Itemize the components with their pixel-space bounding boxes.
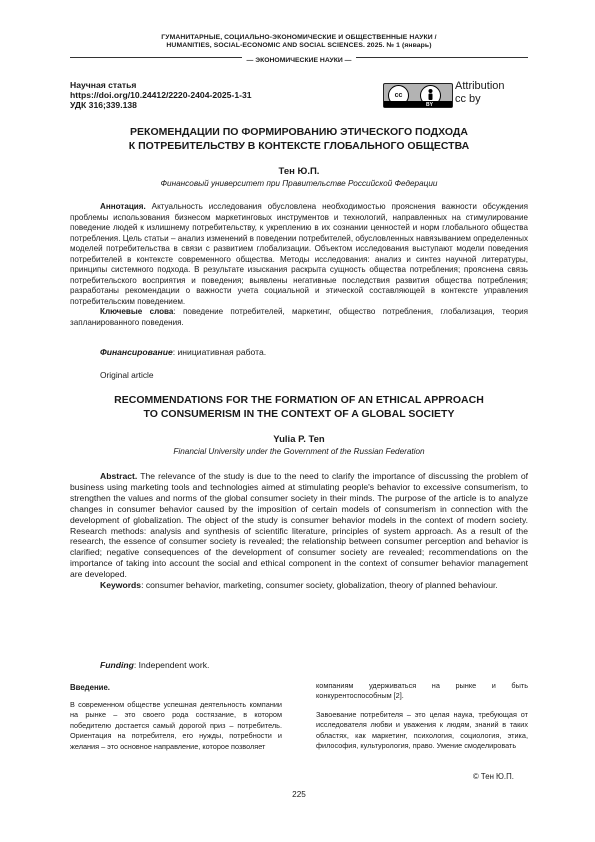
author-en: Yulia P. Ten <box>273 434 325 445</box>
abstract-ru-label: Аннотация. <box>100 202 146 211</box>
title-ru-line1: РЕКОМЕНДАЦИИ ПО ФОРМИРОВАНИЮ ЭТИЧЕСКОГО ПОДХОДА <box>130 126 468 138</box>
cc-icon: cc <box>388 85 409 106</box>
cc-tag-bar <box>384 101 452 107</box>
title-en-line2: TO CONSUMERISM IN THE CONTEXT OF A GLOBAL SOCIETY <box>143 408 455 420</box>
title-ru-line2: К ПОТРЕБИТЕЛЬСТВУ В КОНТЕКСТЕ ГЛОБАЛЬНОГО ОБЩЕСТВА <box>128 140 470 152</box>
funding-en-text: : Independent work. <box>133 660 210 670</box>
abstract-ru-paragraph <box>70 202 528 307</box>
abstract-ru-text: Актуальность исследования обусловлена необходимостью прояснения важности обсуждения проблемы использования бизнесом маркетинговых инструментов и технологий, направленных на стимулирование поведение людей к излишнему потребительству, к укреплению в их сознании ценностей и норм глобального общества потребления. Цель статьи – анализ изменений в поведении потребителей, обусловленных навязыванием определенных моделей потребительства в связи с развитием глобализации. Объектом исследования выступают модели поведения потребителей в контексте современного общества. Методы исследования: анализ и синтез научной литературы, принципы системного подхода. В результате изыскания раскрыта сущность общества потребления; прояснена связь потребительского восприятия и поведения; выявлены негативные последствия развития общества потребления; разработаны рекомендации о важности учета социальной и этической составляющей в контексте управления потребительским поведением. <box>70 202 528 306</box>
article-type-ru: Научная статья <box>70 80 137 90</box>
affiliation-en: Financial University under the Government of the Russian Federation <box>173 447 425 456</box>
doi-link[interactable]: https://doi.org/10.24412/2220-2404-2025-1-31 <box>70 90 252 100</box>
funding-ru-text: : инициативная работа. <box>172 347 267 357</box>
abstract-en-paragraph <box>70 471 528 580</box>
cc-license-badge[interactable] <box>383 80 533 112</box>
funding-ru-label: Финансирование <box>100 347 173 357</box>
journal-title-en: HUMANITIES, SOCIAL-ECONOMIC AND SOCIAL SCIENCES. 2025. № 1 (январь) <box>166 42 432 49</box>
funding-en-label: Funding <box>100 660 134 670</box>
keywords-ru-text: : поведение потребителей, маркетинг, общество потребления, глобализация, теория запланированного поведения. <box>70 307 529 327</box>
keywords-ru <box>70 307 528 328</box>
udk-code: УДК 316;339.138 <box>70 100 137 110</box>
title-ru <box>70 125 528 153</box>
section-label-text: — ЭКОНОМИЧЕСКИЕ НАУКИ — <box>242 57 357 64</box>
cc-by-logo <box>383 83 453 108</box>
funding-en <box>100 660 209 670</box>
title-en <box>70 393 528 421</box>
keywords-en <box>70 580 528 591</box>
author-ru: Тен Ю.П. <box>278 166 320 177</box>
body-right-paragraph-2: Завоевание потребителя – это целая наука, требующая от исследователя любви и уважения к людям, знаний в таких областях, как маркетинг, психология, социология, этика, философия, культурология, право. Умение смоделировать <box>316 709 528 751</box>
cc-by-label: cc by <box>455 93 481 105</box>
keywords-en-text: : consumer behavior, marketing, consumer society, globalization, theory of planned behaviour. <box>141 580 498 591</box>
body-right-paragraph-1: компаниям удерживаться на рынке и быть конкурентоспособным [2]. <box>316 681 528 701</box>
keywords-en-label: Keywords <box>100 580 142 591</box>
page-number: 225 <box>292 790 306 799</box>
article-meta <box>70 80 252 110</box>
section-label <box>70 57 528 64</box>
funding-ru <box>100 347 266 357</box>
abstract-ru <box>70 202 528 328</box>
copyright: © Тен Ю.П. <box>473 772 514 781</box>
abstract-en-text: The relevance of the study is due to the need to clarify the importance of discussing the problem of business using marketing tools and technologies aimed at stimulating people's behavior to excessive consumerism, to strengthen the values and norms of the global consumer society in their minds. The purpose of the article is to analyze changes in consumer behavior caused by the imposition of certain models of consumerism in connection with the development of globalization. The object of the study is consumer behavior models in the context of modern society. Research methods: analysis and synthesis of scientific literature, principles of system approach. As a result of the research, the essence of consumer society is revealed; the relationship between consumer perception and behavior is clarified; negative consequences of the development of consumer society are revealed; recommendations on the importance of taking into account the social and ethical component in the context of consumer behavior management are developed. <box>70 471 529 580</box>
body-right-column <box>316 681 528 751</box>
attribution-label: Attribution <box>455 80 505 92</box>
article-type-en: Original article <box>100 370 154 380</box>
by-label: BY <box>426 102 433 108</box>
abstract-en-label: Abstract. <box>100 471 138 481</box>
body-left-column: В современном обществе успешная деятельность компании на рынке – это своего рода состязание, в котором победителю достается самый дорогой приз – потребитель. Ориентация на потребителя, его нужды, потребности и желания – это основное направление, которое позволяет <box>70 700 282 751</box>
title-en-line1: RECOMMENDATIONS FOR THE FORMATION OF AN ETHICAL APPROACH <box>114 394 484 406</box>
affiliation-ru: Финансовый университет при Правительстве Российской Федерации <box>160 179 438 188</box>
intro-heading: Введение. <box>70 683 110 692</box>
abstract-en <box>70 471 528 591</box>
keywords-ru-label: Ключевые слова <box>100 307 174 316</box>
journal-title-ru: ГУМАНИТАРНЫЕ, СОЦИАЛЬНО-ЭКОНОМИЧЕСКИЕ И ОБЩЕСТВЕННЫЕ НАУКИ / <box>161 34 437 41</box>
